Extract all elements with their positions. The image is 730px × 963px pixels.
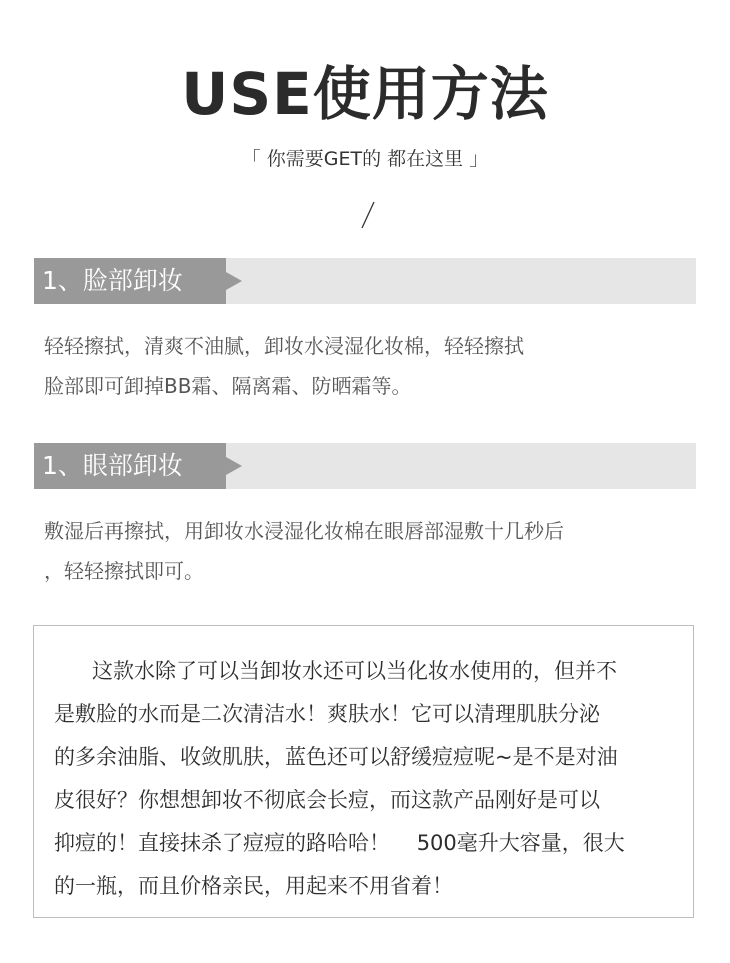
section-header-face — [34, 258, 696, 304]
section-label-box — [34, 258, 226, 304]
body-line: ，轻轻擦拭即可。 — [44, 559, 204, 583]
note-line: 的多余油脂、收敛肌肤，蓝色还可以舒缓痘痘呢~是不是对油 — [54, 745, 618, 769]
section-header-eye — [34, 443, 696, 489]
section-label-box — [34, 443, 226, 489]
note-text — [54, 650, 684, 908]
note-box — [33, 625, 694, 918]
note-line: 抑痘的！直接抹杀了痘痘的路哈哈！ 500毫升大容量，很大 — [54, 831, 625, 855]
page-title: USE使用方法 — [181, 60, 549, 128]
section-body-eye — [44, 511, 694, 591]
section-body-face — [44, 326, 694, 406]
note-line: 皮很好？你想想卸妆不彻底会长痘，而这款产品刚好是可以 — [54, 788, 600, 812]
section-title: 1、眼部卸妆 — [42, 451, 183, 480]
section-title: 1、脸部卸妆 — [42, 266, 183, 295]
body-line: 敷湿后再擦拭，用卸妆水浸湿化妆棉在眼唇部湿敷十几秒后 — [44, 519, 564, 543]
slash-divider-icon — [358, 200, 378, 230]
arrow-right-icon — [226, 457, 242, 475]
page-subtitle: 「 你需要GET的 都在这里 」 — [241, 148, 489, 170]
note-line: 这款水除了可以当卸妆水还可以当化妆水使用的，但并不 — [92, 659, 617, 683]
body-line: 轻轻擦拭，清爽不油腻，卸妆水浸湿化妆棉，轻轻擦拭 — [44, 334, 524, 358]
note-line: 的一瓶，而且价格亲民，用起来不用省着！ — [54, 874, 453, 898]
arrow-right-icon — [226, 272, 242, 290]
body-line: 脸部即可卸掉BB霜、隔离霜、防晒霜等。 — [44, 374, 412, 398]
note-line: 是敷脸的水而是二次清洁水！爽肤水！它可以清理肌肤分泌 — [54, 702, 600, 726]
